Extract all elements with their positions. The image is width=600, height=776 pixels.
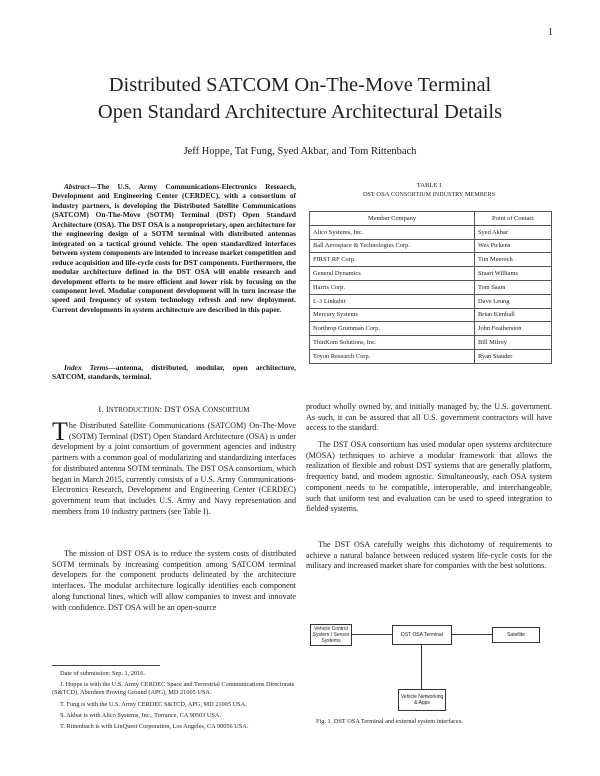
drop-cap: T [52, 417, 68, 446]
header-member-company: Member Company [310, 212, 475, 226]
title-line-2: Open Standard Architecture Architectural Details [97, 101, 503, 123]
table-row: Mercury Systems Brian Kimball [310, 308, 552, 322]
footnote: T. Rittenbach is with LinQuest Corporation, Los Angeles, CA 90056 USA. [60, 723, 249, 731]
table-row: Ball Aerospace & Technologies Corp. Wes Pickens [310, 239, 552, 253]
members-table [309, 211, 552, 364]
footnote: Date of submission: Sep. 1, 2016. [60, 670, 146, 677]
intro-paragraph-5: The DST OSA carefully weighs this dichotomy of requirements to achieve a natural balance between reduced system life-cycle costs for the military and increased market share for companies with the best solutions. [306, 540, 552, 571]
figure-caption: Fig. 1. DST OSA Terminal and external system interfaces. [316, 718, 463, 725]
page-number: 1 [548, 27, 553, 38]
footnote-rule [52, 665, 160, 666]
intro-paragraph-2: The mission of DST OSA is to reduce the system costs of distributed SOTM terminals by increasing competition among SATCOM terminal developers for the component products delineated by the architecture interfaces. The modular architecture logically identifies each component along functional lines, which will allow companies to invest and innovate with confidence. DST OSA will be an open-source [52, 549, 296, 612]
header-point-of-contact: Point of Contact [475, 212, 552, 226]
intro-paragraph-1: The Distributed Satellite Communications (SATCOM) On-The-Move (SOTM) Terminal (DST) Open Standard Architecture (OSA) is under development by a joint consortium of government agencies and industry partners with a common goal of modularizing and standardizing interfaces for distributed antenna SOTM terminals. The DST OSA consortium, which began in March 2015, currently consists of a U.S. Army Communications-Electronics Research, Development and Engineering Center (CERDEC) government team that includes U.S. Army and Navy representation and members from 10 industry partners (see Table I). [52, 417, 296, 516]
section-heading: I. INTRODUCTION: DST OSA CONSORTIUM [98, 404, 250, 414]
table-row: L-3 Linkabit Dave Leung [310, 294, 552, 308]
index-terms-label: Index Terms [64, 363, 109, 372]
table-caption [306, 182, 552, 199]
table-row: ThinKom Solutions, Inc. Bill Milroy [310, 336, 552, 350]
connector-vehicle-terminal [350, 634, 392, 635]
footnote: T. Fung is with the U.S. Army CERDEC S&TCD, APG, MD 21005 USA. [60, 700, 247, 708]
table-row: FIRST RF Corp. Tim Meeroch [310, 253, 552, 267]
table-row: Northrop Grumman Corp. John Featherston [310, 322, 552, 336]
connector-terminal-satellite [450, 634, 492, 635]
footnotes [52, 670, 296, 731]
table-row: Alico Systems, Inc. Syed Akbar [310, 225, 552, 239]
paper-title [40, 72, 560, 126]
table-header-row [310, 212, 552, 226]
vehicle-networking-box: Vehicle Networking & Apps [398, 689, 446, 711]
table-row: Harris Corp. Tom Saam [310, 280, 552, 294]
author-list: Jeff Hoppe, Tat Fung, Syed Akbar, and Tom Rittenbach [183, 146, 417, 157]
index-terms [52, 363, 296, 382]
intro-paragraph-4: The DST OSA consortium has used modular open systems architecture (MOSA) techniques to achieve a modular framework that allows the realization of flexible and robust DST systems that are generally platform, frequency band, and modem agnostic. Simultaneously, each OSA system component needs to be compatible, interoperable, and interchangeable, such that uniform test and evaluation can be used to speed integration to fielded systems. [306, 440, 552, 514]
table-label: TABLE I [416, 182, 442, 189]
index-terms-text: —antenna, distributed, modular, open architecture, SATCOM, standards, terminal. [52, 363, 296, 382]
footnote: S. Akbar is with Alico Systems, Inc., Torrance, CA 90503 USA. [60, 711, 222, 719]
table-row: Toyon Research Corp. Ryan Stauder [310, 349, 552, 363]
system-interfaces-figure [310, 603, 552, 715]
table-title: DST OSA CONSORTIUM INDUSTRY MEMBERS [362, 190, 496, 198]
abstract [52, 182, 296, 314]
vehicle-control-box: Vehicle Control System / Sensor Systems [310, 624, 352, 646]
connector-terminal-network [421, 643, 422, 689]
table-row: General Dynamics Stuart Williams [310, 267, 552, 281]
intro-paragraph-3: product wholly owned by, and initially managed by, the U.S. government. As such, it can be assured that all U.S. government contractors will have access to the standard. [306, 402, 552, 433]
dst-terminal-box: DST OSA Terminal [392, 625, 452, 645]
abstract-label: Abstract [64, 182, 90, 191]
satellite-box: Satellite [492, 627, 540, 643]
abstract-text: —The U.S. Army Communications-Electronics Research, Development and Engineering Center (CERDEC), with a consortium of industry partners, is developing the Distributed Satellite Communications (SATCOM) On-The-Move (SOTM) Terminal (DST) Open Standard Architecture (OSA). The DST OSA is a nonproprietary, open architecture for the engineering design of a SOTM terminal with distributed antennas integrated on a tactical ground vehicle. The open standardized interfaces between system components are intended to increase market competition and reduce acquisition and life-cycle costs for DST components. Furthermore, the modular architecture defined in the DST OSA will enable research and development efforts to be more efficient and lower risk by focusing on the component level. Modular component development will in turn increase the speed and frequency of system technology refresh and new deployment. Current developments in system architecture are described in this paper. [52, 182, 296, 314]
footnote: J. Hoppe is with the U.S. Army CERDEC Space and Terrestrial Communications Directorate (S&TCD), Aberdeen Proving Ground (APG), MD 21005 USA. [52, 681, 295, 697]
title-line-1: Distributed SATCOM On-The-Move Terminal [108, 74, 492, 96]
